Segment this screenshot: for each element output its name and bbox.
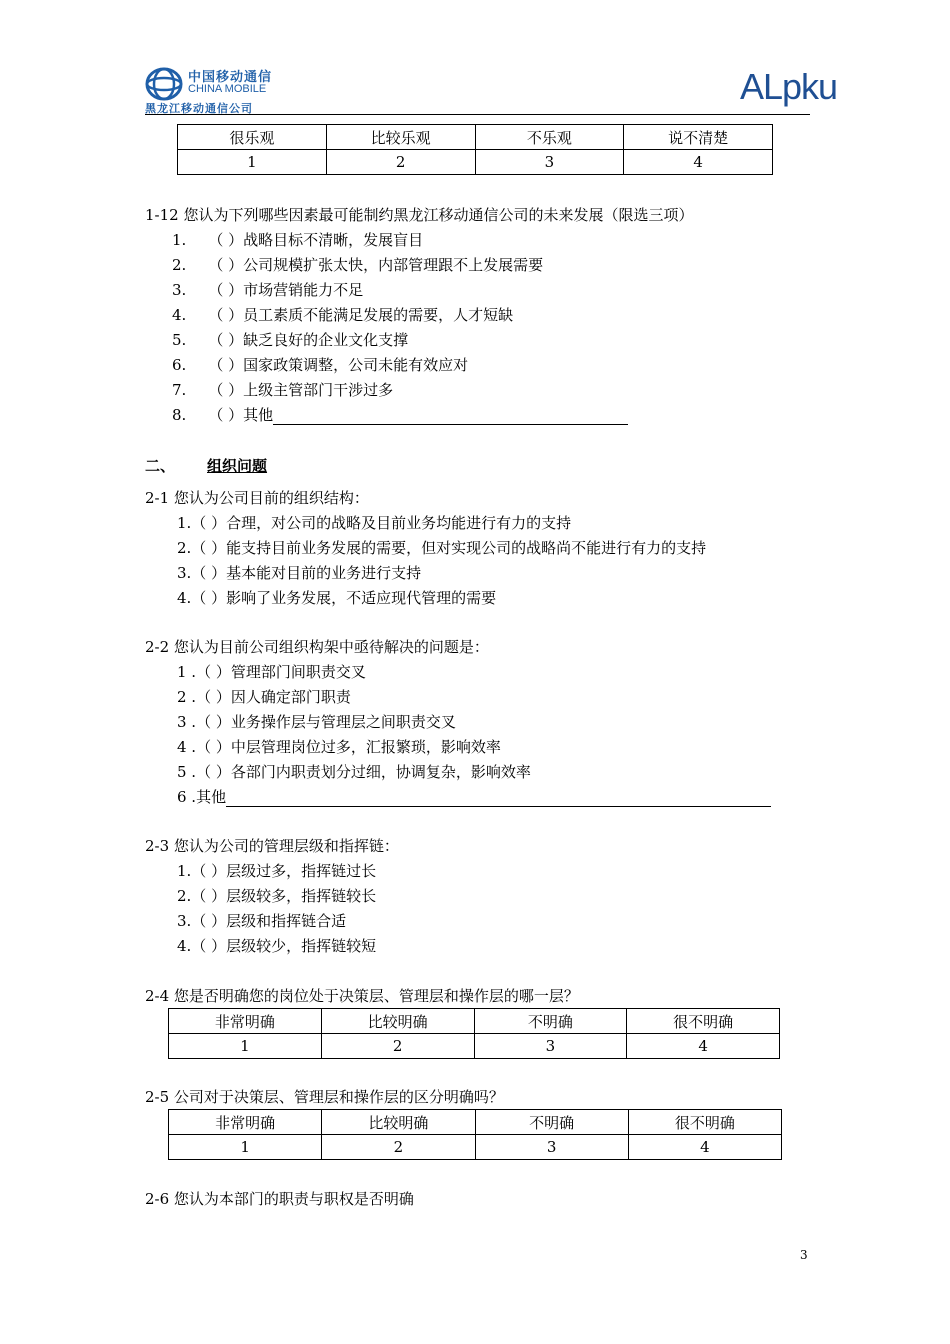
list-item: 8. （ ）其他 <box>172 404 628 425</box>
list-item: 4 .（ ）中层管理岗位过多，汇报繁琐，影响效率 <box>177 738 501 756</box>
table-cell: 1 <box>169 1135 322 1160</box>
table-cell: 4 <box>624 150 773 175</box>
list-item: 2.（ ）层级较多，指挥链较长 <box>177 887 377 905</box>
logo-subtitle: 黑龙江移动通信公司 <box>145 102 253 115</box>
table-cell: 3 <box>474 1034 627 1059</box>
table-cell: 比较明确 <box>321 1009 474 1034</box>
table-cell: 2 <box>321 1034 474 1059</box>
question-title: 2-3 您认为公司的管理层级和指挥链： <box>145 837 399 855</box>
question-title: 2-2 您认为目前公司组织构架中亟待解决的问题是： <box>145 638 489 656</box>
list-item: 6 .其他 <box>177 786 771 807</box>
list-item: 3.（ ）层级和指挥链合适 <box>177 912 347 930</box>
logo-chinese-name: 中国移动通信 <box>188 70 273 85</box>
scale-table-2-4 <box>168 1008 780 1059</box>
china-mobile-logo-icon <box>145 67 183 101</box>
table-cell: 说不清楚 <box>624 125 773 150</box>
list-item: 3.（ ）基本能对目前的业务进行支持 <box>177 564 422 582</box>
table-cell: 4 <box>628 1135 781 1160</box>
list-item: 3 .（ ）业务操作层与管理层之间职责交叉 <box>177 713 456 731</box>
table-cell: 不明确 <box>474 1009 627 1034</box>
list-item: 4.（ ）层级较少，指挥链较短 <box>177 937 377 955</box>
table-cell: 3 <box>475 150 624 175</box>
table-cell: 1 <box>169 1034 322 1059</box>
scale-table-2-5 <box>168 1109 782 1160</box>
header-divider <box>145 114 810 115</box>
list-item: 4. （ ）员工素质不能满足发展的需要，人才短缺 <box>172 306 514 324</box>
question-title: 1-12 您认为下列哪些因素最可能制约黑龙江移动通信公司的未来发展（限选三项） <box>145 206 694 224</box>
list-item: 6. （ ）国家政策调整，公司未能有效应对 <box>172 356 469 374</box>
table-row <box>169 1034 780 1059</box>
list-item: 1. （ ）战略目标不清晰，发展盲目 <box>172 231 424 249</box>
table-cell: 很不明确 <box>627 1009 780 1034</box>
fill-in-blank[interactable] <box>273 408 628 425</box>
list-item: 1.（ ）合理，对公司的战略及目前业务均能进行有力的支持 <box>177 514 572 532</box>
table-cell: 很不明确 <box>628 1110 781 1135</box>
table-cell: 非常明确 <box>169 1110 322 1135</box>
table-cell: 非常明确 <box>169 1009 322 1034</box>
table-row <box>169 1110 782 1135</box>
table-row <box>178 125 773 150</box>
table-row <box>178 150 773 175</box>
list-item: 4.（ ）影响了业务发展，不适应现代管理的需要 <box>177 589 497 607</box>
list-item: 5 .（ ）各部门内职责划分过细，协调复杂，影响效率 <box>177 763 531 781</box>
table-cell: 4 <box>627 1034 780 1059</box>
table-cell: 很乐观 <box>178 125 327 150</box>
list-item: 3. （ ）市场营销能力不足 <box>172 281 364 299</box>
table-cell: 比较乐观 <box>326 125 475 150</box>
table-cell: 2 <box>322 1135 475 1160</box>
table-cell: 2 <box>326 150 475 175</box>
table-cell: 比较明确 <box>322 1110 475 1135</box>
page-number: 3 <box>800 1248 808 1262</box>
question-title: 2-1 您认为公司目前的组织结构： <box>145 489 369 507</box>
table-cell: 1 <box>178 150 327 175</box>
list-item: 1.（ ）层级过多，指挥链过长 <box>177 862 377 880</box>
alpku-logo: ALpku <box>740 66 838 107</box>
list-item: 7. （ ）上级主管部门干涉过多 <box>172 381 394 399</box>
table-cell: 3 <box>475 1135 628 1160</box>
table-row <box>169 1135 782 1160</box>
question-title: 2-5 公司对于决策层、管理层和操作层的区分明确吗？ <box>145 1088 504 1106</box>
scale-table-top <box>177 124 773 175</box>
table-cell: 不乐观 <box>475 125 624 150</box>
list-item: 5. （ ）缺乏良好的企业文化支撑 <box>172 331 409 349</box>
question-title: 2-6 您认为本部门的职责与职权是否明确 <box>145 1190 414 1208</box>
section-heading: 二、 组织问题 <box>145 457 268 475</box>
table-cell: 不明确 <box>475 1110 628 1135</box>
list-item: 2 .（ ）因人确定部门职责 <box>177 688 351 706</box>
question-title: 2-4 您是否明确您的岗位处于决策层、管理层和操作层的哪一层？ <box>145 987 579 1005</box>
logo-english-name: CHINA MOBILE <box>188 83 267 95</box>
list-item: 2.（ ）能支持目前业务发展的需要，但对实现公司的战略尚不能进行有力的支持 <box>177 539 707 557</box>
table-row <box>169 1009 780 1034</box>
list-item: 2. （ ）公司规模扩张太快，内部管理跟不上发展需要 <box>172 256 544 274</box>
fill-in-blank[interactable] <box>226 790 771 807</box>
list-item: 1 .（ ）管理部门间职责交叉 <box>177 663 366 681</box>
